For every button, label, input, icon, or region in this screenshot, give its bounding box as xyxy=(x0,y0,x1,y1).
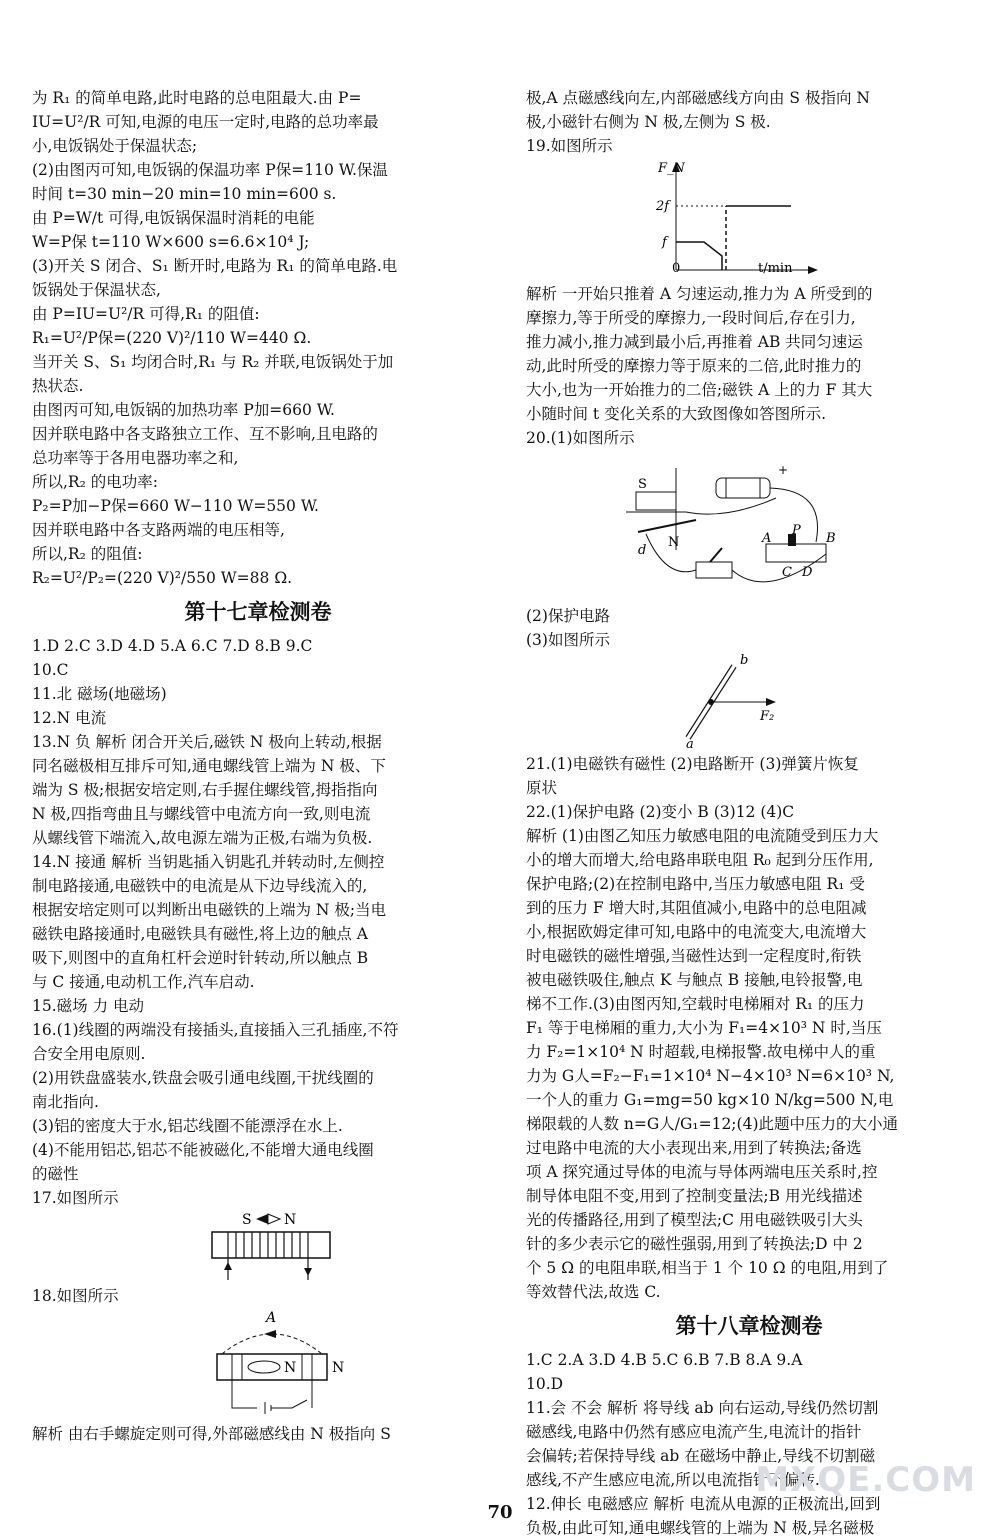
answer-line: (3)铝的密度大于水,铝芯线圈不能漂浮在水上. xyxy=(32,1117,343,1135)
answer-line: 小,根据欧姆定律可知,电路中的电流变大,电流增大 xyxy=(526,923,867,941)
svg-text:+: + xyxy=(778,463,789,477)
answer-line: 12.N 电流 xyxy=(32,709,107,727)
answer-line: 磁感线,电路中仍然有感应电流产生,电流计的指针 xyxy=(526,1423,862,1441)
circuit-diagram xyxy=(526,450,972,600)
answer-line: 保护电路;(2)在控制电路中,当压力敏感电阻 R₁ 受 xyxy=(526,875,865,893)
chapter-17-heading: 第十七章检测卷 xyxy=(184,600,332,624)
analysis-line: 推力减小,推力减到最小后,再推着 AB 共同匀速运 xyxy=(526,333,863,351)
answer-line: 过电路中电流的大小表现出来,用到了转换法;备选 xyxy=(526,1139,862,1157)
text-line: 所以,R₂ 的阻值: xyxy=(32,545,143,563)
answer-line: 针的多少表示它的磁性强弱,用到了转换法;D 中 2 xyxy=(526,1235,863,1253)
answer-line: 端为 S 极;根据安培定则,右手握住螺线管,拇指指向 xyxy=(32,781,378,799)
text-line: 总功率等于各用电器功率之和, xyxy=(32,449,239,467)
text-line: W=P保 t=110 W×600 s=6.6×10⁴ J; xyxy=(32,233,310,251)
svg-text:S: S xyxy=(242,1212,252,1228)
text-line: 小,电饭锅处于保温状态; xyxy=(32,137,198,155)
page-number: 70 xyxy=(487,1502,513,1523)
text-line: 极,A 点磁感线向左,内部磁感线方向由 S 极指向 N xyxy=(526,89,870,107)
answer-line: 梯不工作.(3)由图丙知,空载时电梯厢对 R₁ 的压力 xyxy=(526,995,865,1013)
magnet-field-diagram xyxy=(32,1308,484,1418)
answer-line: F₁ 等于电梯厢的重力,大小为 F₁=4×10³ N 时,当压 xyxy=(526,1019,882,1037)
answer-line: 解析 (1)由图乙知压力敏感电阻的电流随受到压力大 xyxy=(526,827,879,845)
answer-line: 小的增大而增大,给电路串联电阻 R₀ 起到分压作用, xyxy=(526,851,874,869)
svg-text:C: C xyxy=(782,565,792,580)
svg-text:N: N xyxy=(284,1360,297,1376)
text-line: 热状态. xyxy=(32,377,84,395)
left-intro xyxy=(32,86,484,590)
chapter-18-heading: 第十八章检测卷 xyxy=(675,1314,823,1338)
chapter-17-answers xyxy=(32,634,484,1186)
answer-line: 磁铁电路接通时,电磁铁具有磁性,将上边的触点 A xyxy=(32,925,368,943)
svg-text:d: d xyxy=(638,543,647,558)
answer-line: 时电磁铁的磁性增强,当磁性达到一定程度时,衔铁 xyxy=(526,947,862,965)
answer-line: 项 A 探究通过导体的电流与导体两端电压关系时,控 xyxy=(526,1163,878,1181)
q18-label: 18.如图所示 xyxy=(32,1287,119,1305)
graph-ylabel: F_N xyxy=(658,161,685,176)
answer-line: 被电磁铁吸住,触点 K 与触点 B 接触,电铃报警,电 xyxy=(526,971,863,989)
text-line: R₂=U²/P₂=(220 V)²/550 W=88 Ω. xyxy=(32,569,293,587)
text-line: 因并联电路中各支路独立工作、互不影响,且电路的 xyxy=(32,425,378,443)
text-line: IU=U²/R 可知,电源的电压一定时,电路的总功率最 xyxy=(32,113,379,131)
q20-part2: (2)保护电路 xyxy=(526,607,610,625)
text-line: R₁=U²/P保=(220 V)²/110 W=440 Ω. xyxy=(32,329,312,347)
answer-line: 等效替代法,故选 C. xyxy=(526,1283,661,1301)
svg-text:A: A xyxy=(762,531,772,546)
text-line: 极,小磁针右侧为 N 极,左侧为 S 极. xyxy=(526,113,771,131)
text-line: (2)由图丙可知,电饭锅的保温功率 P保=110 W.保温 xyxy=(32,161,388,179)
right-continuation xyxy=(526,86,972,134)
analysis-line: 动,此时所受的摩擦力等于原来的二倍,此时推力的 xyxy=(526,357,862,375)
q20-label: 20.(1)如图所示 xyxy=(526,429,635,447)
analysis-line: 小随时间 t 变化关系的大致图像如答图所示. xyxy=(526,405,827,423)
text-line: 饭锅处于保温状态, xyxy=(32,281,161,299)
answer-line: 15.磁场 力 电动 xyxy=(32,997,145,1015)
answer-line: 吸下,则图中的直角杠杆会逆时针转动,所以触点 B xyxy=(32,949,369,967)
graph-tick-f: f xyxy=(662,235,667,250)
q20-part3: (3)如图所示 xyxy=(526,631,610,649)
analysis-line: 解析 一开始只推着 A 匀速运动,推力为 A 所受到的 xyxy=(526,285,873,303)
answer-line: (4)不能用铝芯,铝芯不能被磁化,不能增大通电线圈 xyxy=(32,1141,374,1159)
graph-xlabel: t/min xyxy=(758,261,793,276)
svg-text:N: N xyxy=(668,535,680,550)
q17-label: 17.如图所示 xyxy=(32,1189,119,1207)
answer-line: 从螺线管下端流入,故电源左端为正极,右端为负极. xyxy=(32,829,373,847)
answer-line: 与 C 接通,电动机工作,汽车启动. xyxy=(32,973,255,991)
answer-line: 21.(1)电磁铁有磁性 (2)电路断开 (3)弹簧片恢复 xyxy=(526,755,859,773)
answer-line: 的磁性 xyxy=(32,1165,79,1183)
answer-line: 16.(1)线圈的两端没有接插头,直接插入三孔插座,不符 xyxy=(32,1021,399,1039)
lever-diagram xyxy=(526,652,972,748)
svg-text:N: N xyxy=(284,1212,297,1228)
answer-line: 感线,不产生感应电流,所以电流指针不偏转. xyxy=(526,1471,820,1489)
text-line: 时间 t=30 min−20 min=10 min=600 s. xyxy=(32,185,337,203)
answer-line: 合安全用电原则. xyxy=(32,1045,146,1063)
svg-text:N: N xyxy=(332,1360,345,1376)
answer-line: 原状 xyxy=(526,779,558,797)
lever-label-b: b xyxy=(740,653,749,668)
watermark: MXQE.COM xyxy=(755,1460,976,1500)
answer-line: 13.N 负 解析 闭合开关后,磁铁 N 极向上转动,根据 xyxy=(32,733,382,751)
answer-line: 一个人的重力 G₁=mg=50 kg×10 N/kg=500 N,电 xyxy=(526,1091,894,1109)
answer-line: 制导体电阻不变,用到了控制变量法;B 用光线描述 xyxy=(526,1187,863,1205)
text-line: 因并联电路中各支路两端的电压相等, xyxy=(32,521,285,539)
svg-text:B: B xyxy=(826,531,836,546)
graph-tick-2f: 2f xyxy=(656,199,670,214)
answer-line: 光的传播路径,用到了模型法;C 用电磁铁吸引大头 xyxy=(526,1211,863,1229)
lever-label-f2: F₂ xyxy=(760,709,775,724)
text-line: P₂=P加−P保=660 W−110 W=550 W. xyxy=(32,497,319,515)
answer-line: 梯限载的人数 n=G人/G₁=12;(4)此题中压力的大小通 xyxy=(526,1115,898,1133)
lever-label-a: a xyxy=(686,737,694,748)
answer-line: 11.会 不会 解析 将导线 ab 向右运动,导线仍然切割 xyxy=(526,1399,879,1417)
graph-origin: 0 xyxy=(672,261,681,276)
answer-line: N 极,四指弯曲且与螺线管中电流方向一致,则电流 xyxy=(32,805,371,823)
answer-line: 到的压力 F 增大时,其阻值减小,电路中的总电阻减 xyxy=(526,899,867,917)
answer-line: 根据安培定则可以判断出电磁铁的上端为 N 极;当电 xyxy=(32,901,387,919)
svg-text:S: S xyxy=(638,477,647,492)
answer-line: 个 5 Ω 的电阻串联,相当于 1 个 10 Ω 的电阻,用到了 xyxy=(526,1259,889,1277)
svg-text:D: D xyxy=(802,565,813,580)
text-line: 所以,R₂ 的电功率: xyxy=(32,473,158,491)
force-time-graph xyxy=(526,158,972,278)
answer-line: 11.北 磁场(地磁场) xyxy=(32,685,167,703)
answer-line: (2)用铁盘盛装水,铁盘会吸引通电线圈,干扰线圈的 xyxy=(32,1069,374,1087)
q19-label: 19.如图所示 xyxy=(526,137,613,155)
left-column xyxy=(32,86,484,1446)
answer-line: 10.C xyxy=(32,661,69,679)
answer-line: 1.D 2.C 3.D 4.D 5.A 6.C 7.D 8.B 9.C xyxy=(32,637,313,655)
answer-line: 12.伸长 电磁感应 解析 电流从电源的正极流出,回到 xyxy=(526,1495,881,1513)
analysis-line: 摩擦力,等于所受的摩擦力,一段时间后,存在引力, xyxy=(526,309,856,327)
right-column xyxy=(526,86,972,1540)
answer-line: 制电路接通,电磁铁中的电流是从下边导线流入的, xyxy=(32,877,368,895)
answer-line: 南北指向. xyxy=(32,1093,99,1111)
solenoid-diagram xyxy=(32,1210,484,1280)
analysis-line: 大小,也为一开始推力的二倍;磁铁 A 上的力 F 其大 xyxy=(526,381,873,399)
svg-text:P: P xyxy=(792,523,801,538)
answer-line: 14.N 接通 解析 当钥匙插入钥匙孔并转动时,左侧控 xyxy=(32,853,385,871)
q18-analysis: 解析 由右手螺旋定则可得,外部磁感线由 N 极指向 S xyxy=(32,1425,391,1443)
text-line: 由 P=IU=U²/R 可得,R₁ 的阻值: xyxy=(32,305,260,323)
answer-line: 1.C 2.A 3.D 4.B 5.C 6.B 7.B 8.A 9.A xyxy=(526,1351,803,1369)
answer-line: 力为 G人=F₂−F₁=1×10⁴ N−4×10³ N=6×10³ N, xyxy=(526,1067,895,1085)
q21-q22-answers xyxy=(526,752,972,1304)
text-line: 当开关 S、S₁ 均闭合时,R₁ 与 R₂ 并联,电饭锅处于加 xyxy=(32,353,394,371)
answer-line: 会偏转;若保持导线 ab 在磁场中静止,导线不切割磁 xyxy=(526,1447,876,1465)
text-line: 为 R₁ 的简单电路,此时电路的总电阻最大.由 P= xyxy=(32,89,362,107)
answer-line: 10.D xyxy=(526,1375,564,1393)
answer-line: 同名磁极相互排斥可知,通电螺线管上端为 N 极、下 xyxy=(32,757,386,775)
text-line: 由 P=W/t 可得,电饭锅保温时消耗的电能 xyxy=(32,209,315,227)
answer-line: 力 F₂=1×10⁴ N 时超载,电梯报警.故电梯中人的重 xyxy=(526,1043,876,1061)
text-line: (3)开关 S 闭合、S₁ 断开时,电路为 R₁ 的简单电路.电 xyxy=(32,257,398,275)
answer-line: 负极,由此可知,通电螺线管的上端为 N 极,异名磁极 xyxy=(526,1519,875,1537)
answer-line: 22.(1)保护电路 (2)变小 B (3)12 (4)C xyxy=(526,803,795,821)
text-line: 由图丙可知,电饭锅的加热功率 P加=660 W. xyxy=(32,401,335,419)
svg-text:A: A xyxy=(266,1310,277,1326)
q19-analysis xyxy=(526,282,972,426)
